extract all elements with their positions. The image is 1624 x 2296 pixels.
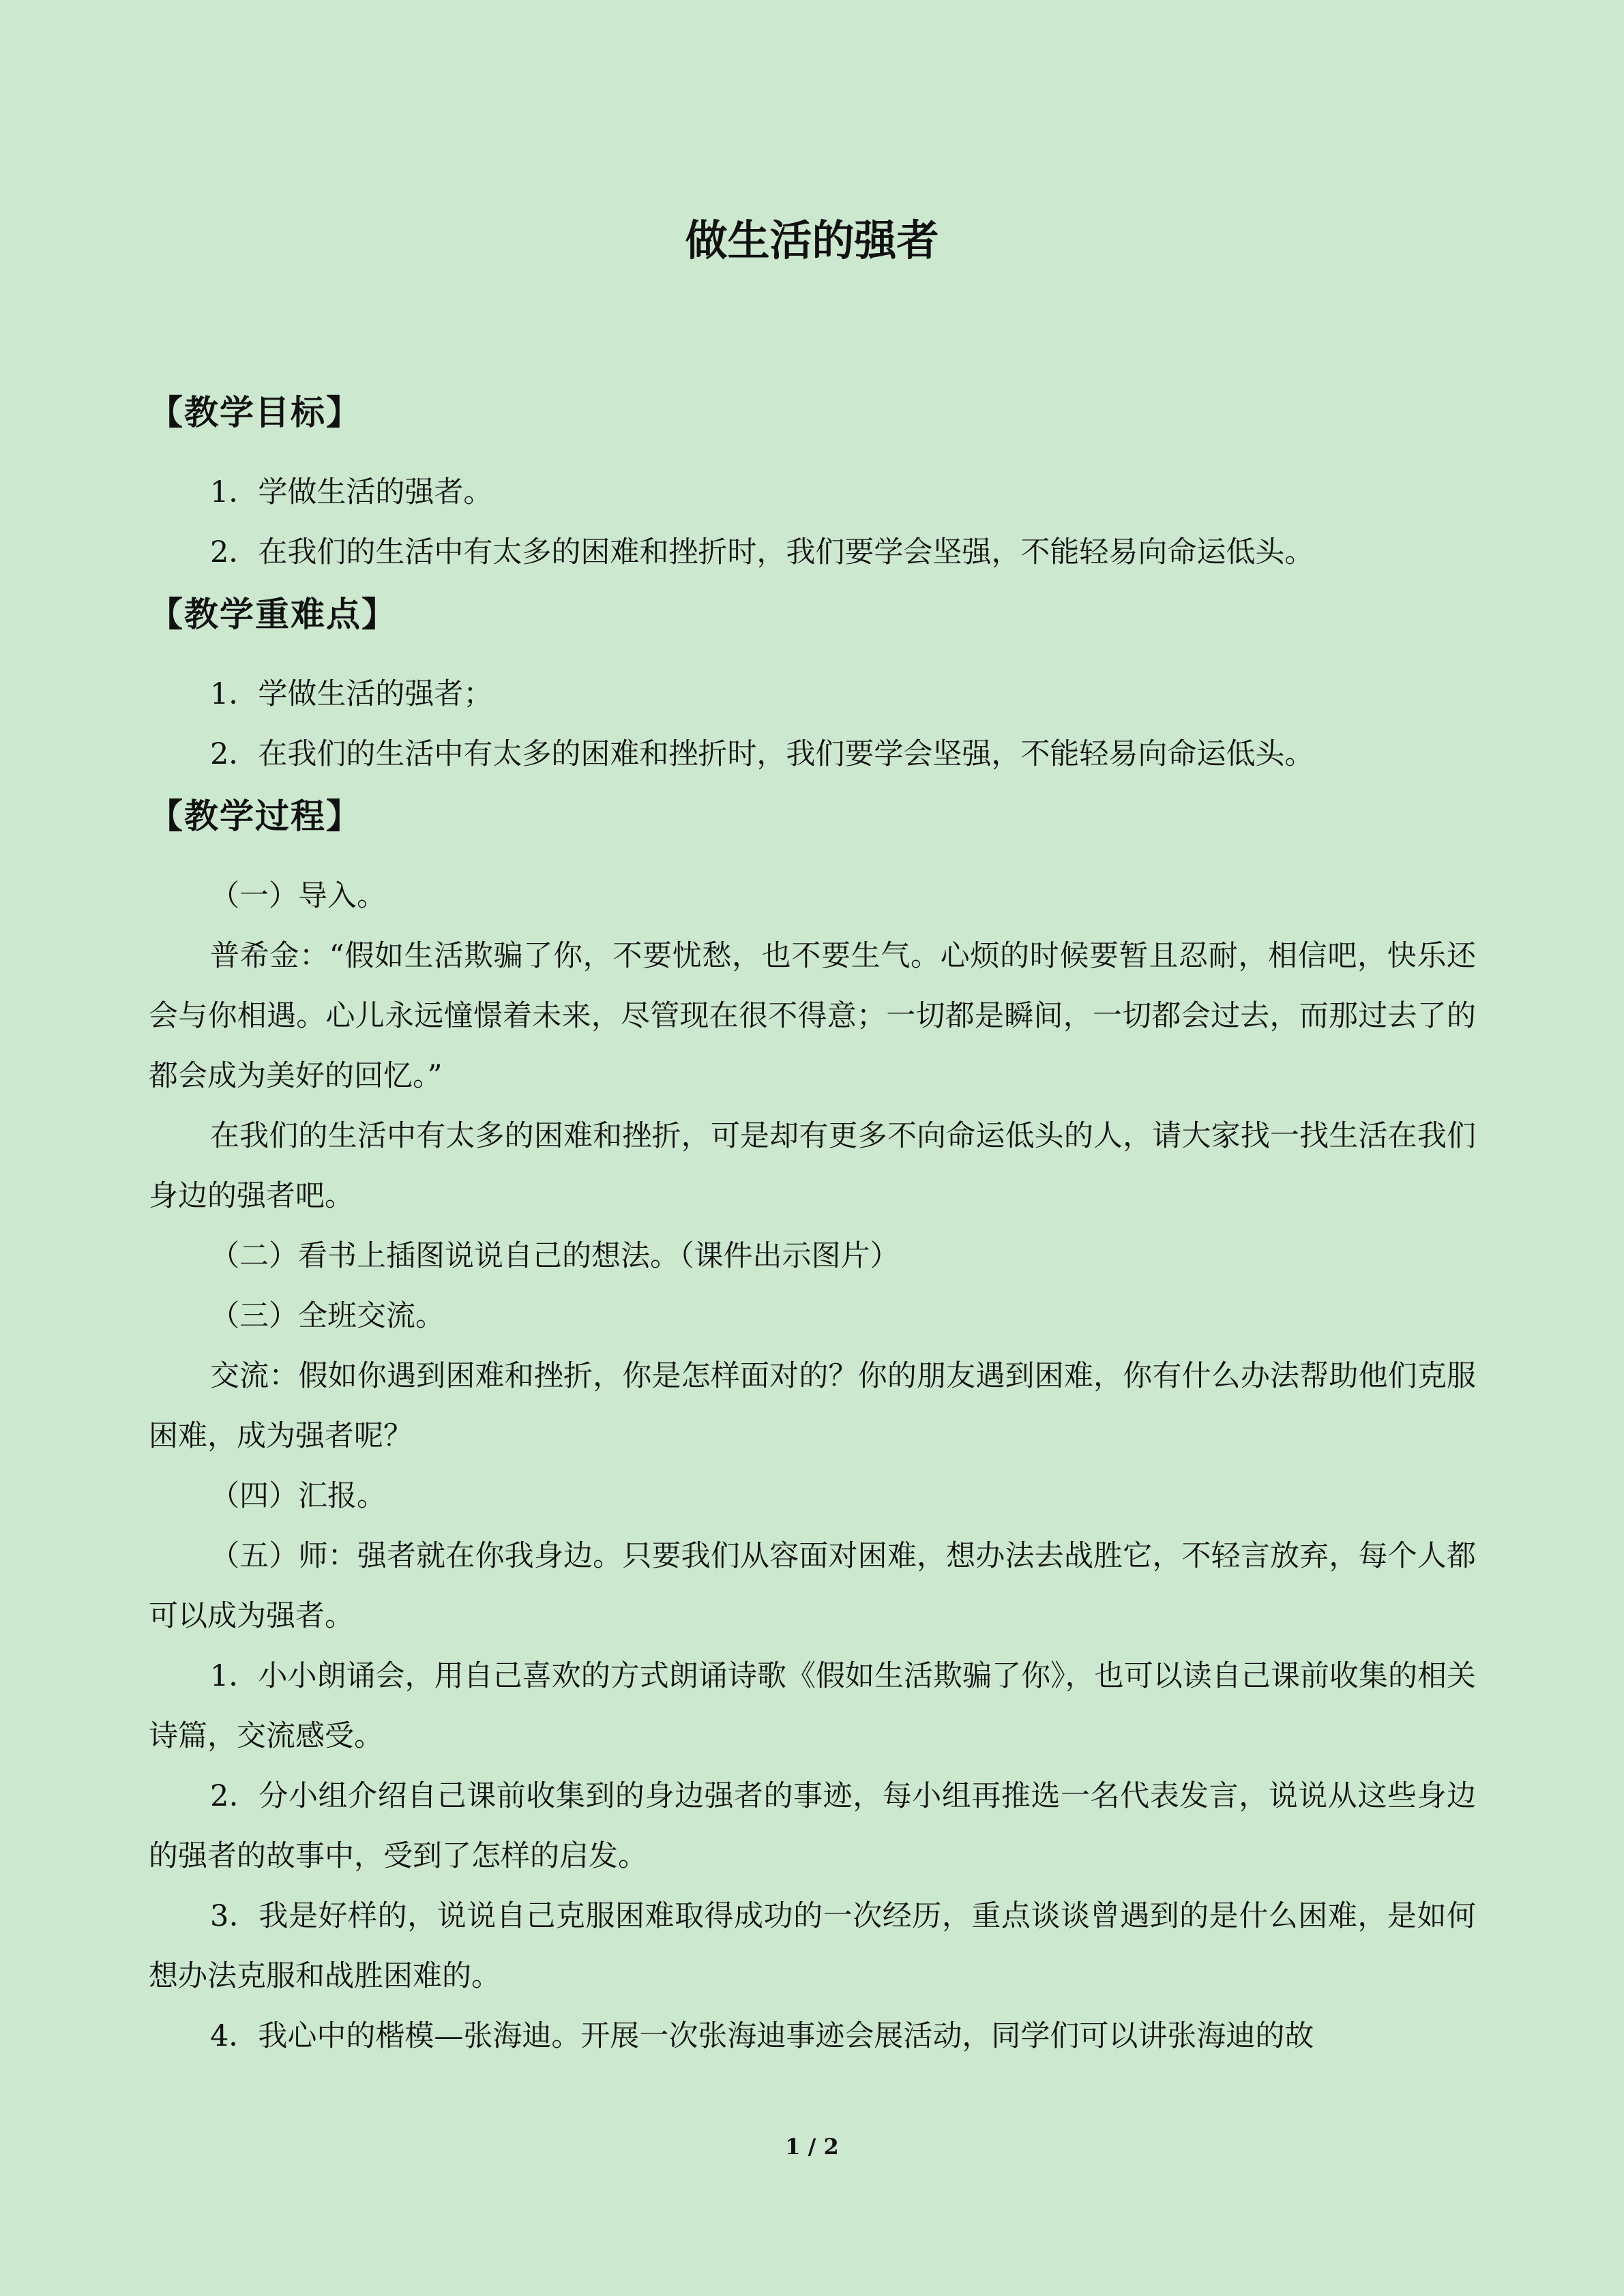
section-teaching-process [149, 786, 1476, 2066]
paragraph: 2．在我们的生活中有太多的困难和挫折时，我们要学会坚强，不能轻易向命运低头。 [210, 737, 1314, 771]
paragraph: 4．我心中的楷模—张海迪。开展一次张海迪事迹会展活动，同学们可以讲张海迪的故 [210, 2019, 1314, 2053]
paragraph: 2．分小组介绍自己课前收集到的身边强者的事迹，每小组再推选一名代表发言，说说从这些身边的强者的故事中，受到了怎样的启发。 [149, 1779, 1476, 1873]
paragraph: （三）全班交流。 [210, 1299, 445, 1333]
paragraph: 3．我是好样的，说说自己克服困难取得成功的一次经历，重点谈谈曾遇到的是什么困难，是如何想办法克服和战胜困难的。 [149, 1899, 1476, 1993]
paragraph: （二）看书上插图说说自己的想法。（课件出示图片） [210, 1239, 900, 1273]
paragraph: 2．在我们的生活中有太多的困难和挫折时，我们要学会坚强，不能轻易向命运低头。 [210, 535, 1314, 569]
document-body [149, 382, 1476, 2066]
page-number: 1 / 2 [785, 2134, 839, 2160]
section-teaching-goals [149, 382, 1476, 582]
paragraph: 交流：假如你遇到困难和挫折，你是怎样面对的？你的朋友遇到困难，你有什么办法帮助他们克服困难，成为强者呢？ [149, 1359, 1476, 1453]
paragraph: 在我们的生活中有太多的困难和挫折，可是却有更多不向命运低头的人，请大家找一找生活在我们身边的强者吧。 [149, 1119, 1476, 1213]
paragraph: （一）导入。 [210, 879, 386, 913]
paragraph: 普希金：“假如生活欺骗了你，不要忧愁，也不要生气。心烦的时候要暂且忍耐，相信吧，快乐还会与你相遇。心儿永远憧憬着未来，尽管现在很不得意；一切都是瞬间，一切都会过去，而那过去了的都会成为美好的回忆。” [149, 939, 1476, 1093]
section-heading: 【教学过程】 [149, 796, 361, 836]
document-title: 做生活的强者 [685, 215, 939, 265]
paragraph: 1．小小朗诵会，用自己喜欢的方式朗诵诗歌《假如生活欺骗了你》，也可以读自己课前收集的相关诗篇，交流感受。 [149, 1659, 1476, 1753]
paragraph: 1．学做生活的强者； [210, 677, 493, 711]
section-heading: 【教学目标】 [149, 393, 361, 432]
section-heading: 【教学重难点】 [149, 595, 397, 634]
paragraph: 1．学做生活的强者。 [210, 475, 493, 509]
paragraph: （五）师：强者就在你我身边。只要我们从容面对困难，想办法去战胜它，不轻言放弃，每个人都可以成为强者。 [149, 1539, 1476, 1633]
section-key-difficulties [149, 584, 1476, 784]
paragraph: （四）汇报。 [210, 1479, 386, 1513]
